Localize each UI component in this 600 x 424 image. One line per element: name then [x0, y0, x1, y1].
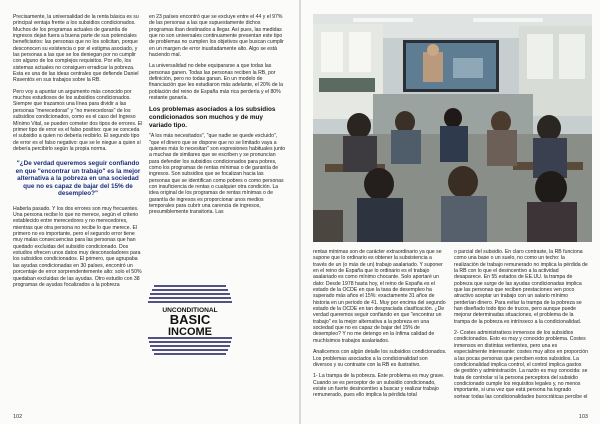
logo-line-3: INCOME — [168, 326, 212, 338]
basic-income-logo — [146, 282, 234, 360]
paragraph: o parcial del subsidio. En claro contraste, la RB funciona como una base o un suelo, no como un techo: la realización de trabajo remunerado no implica la pérdida de la RB con lo que el desincentivo a la actividad desaparece. En 55 estados de EE.UU. la trampa de pobreza que surge de las ayudas condicionadas implica que las personas que reciben prestaciones ven poco atractivo aceptar un trabajo con un salario mínimo perderían dinero. Para evitar la trampa de la pobreza se han diseñado todo tipo de trucos, pero aunque puede mejorar determinadas situaciones, el problema de la trampa de la pobreza es intrínseco a la condicionalidad. — [454, 249, 588, 325]
left-column-2 — [149, 14, 286, 221]
left-column-1 — [13, 14, 143, 293]
paragraph: Analicemos con algún detalle los subsidios condicionados. Los problemas asociados a la condicionalidad son diversos y su contraste con la RB es ilustrativo. — [313, 349, 447, 368]
page-number-right: 103 — [578, 414, 588, 420]
paragraph: en 23 países encontró que se excluye entre el 44 y el 97% de las personas a las que supuestamente dichos programas iban destinados a llegar. Así pues, las medidas que no son universales continuamente presentan este tipo de problemas no cumplen los objetivos que buscan cumplir en un margen de error inusitadamente alto. Algo se está haciendo mal. — [149, 14, 284, 59]
paragraph: 2- Costes administrativos inmensos de los subsidios condicionados. Esto es muy y conocido problema. Costes inmensos en distintas vertientes, pero una es especialmente interesante: costes muy altos en proporción a las pocas personas que perciben estos subsidios. La condicionalidad implica control, el control implica gastos de gestión y administración. La razón es muy conocida: se trata de controlar si la persona perceptora del subsidio condicionado cumple los requisitos legales y, no menos importante, si una vez que está persona ha logrado sortear todas las condicionalidades burocráticas percibe el — [454, 330, 589, 400]
right-column-2 — [454, 249, 588, 405]
logo-line-2: BASIC — [169, 312, 211, 327]
paragraph: La universalidad no debe equipararse a que todas las personas ganen. Todas las personas reciben la RB, por definición, pero no todas ganan. En un modelo de financiación que les estudiaron más adelante, el 20% de la población del reino de España más rica perdería y el 80% restante ganaría. — [149, 63, 284, 102]
logo-line-1: UNCONDITIONAL — [162, 307, 218, 314]
classroom-photo — [313, 14, 592, 242]
section-heading: Los problemas asociados a los subsidios condicionados son muchos y de muy variado tipo. — [149, 106, 276, 129]
paragraph: Haberla pasado. Y los dos errores son muy frecuentes. Una persona recibe lo que no merece, según el criterio establecido entre merecedores y no merecedores, mientras que otra persona no recibe lo que merece. El primero no es importante, pero el segundo error tiene muy malas consecuencias para las personas que han quedado excluidas del subsidio condicionado. Dos estudios ofrecen unos datos muy desconsoladores para los subsidios condicionados. El primero, que agrupaba las ayudas condicionadas en 30 países, encontró un porcentaje de error sorprendentemente alto: solo el 50% quedaban excluidas de las ayudas. Otro estudio con 38 programas de ayudas focalizados a la pobreza — [13, 205, 142, 288]
pull-quote: "¿De verdad queremos seguir confiando en que "encontrar un trabajo" es la mejor alternativa a la pobreza en una sociedad que no es capaz de bajar del 15% de desempleo?" — [15, 160, 141, 198]
right-page — [301, 0, 600, 424]
right-column-1 — [313, 249, 447, 404]
paragraph: "A los más necesitados", "que nadie se quede excluido", "que el dinero que se dispone que no se limitado vaya a quienes más lo necesitan" son expresiones habituales junto a muchas de similares que se escriben y se pronuncian para defender los subsidios condicionados para pobres, como los programas de rentas mínimas o de garantía de ingresos. Son subsidios que se focalizan hacia las personas que se identifican como pobres o como personas con insuficiencia de rentas o cualquier otra condición. La idea original de los programas de rentas mínimas o de garantía de ingresos es proporcionar unos medios temporales para cubrir una carencia de ingresos, presumiblemente transitoria. Las — [149, 133, 286, 216]
paragraph: Precisamente, la universalidad de la renta básica es su principal ventaja frente a los subsidios condicionados. Muchos de los programas actuales de garantía de ingresos dejan fuera a buena parte de sus potenciales beneficiarios: las personas que no los solicitan, porque desconocen su existencia o por el estigma asociado, y las personas a las que se los deniegan por no cumplir con alguno de los complejos requisitos. Por ello, los sistemas actuales no consiguen erradicar la pobreza. Esta es una de las ideas centrales que defiende Daniel Raventós en sus trabajos sobre la RB. — [13, 14, 139, 84]
paragraph: 1- La trampa de la pobreza. Este problema es muy grave. Cuando se es perceptor de un subsidio condicionado, existe un fuerte desincentivo a buscar y realizar trabajo remunerado, pues ello implica la pérdida total — [313, 373, 445, 399]
page-number-left: 102 — [13, 414, 23, 420]
left-page — [0, 0, 299, 424]
paragraph: rentas mínimas son de carácter extraordinario ya que se supone que lo ordinario es obtener la subsistencia a través de un (o más de un) trabajo asalariado. Y suponer en el reino de España que lo ordinario es el trabajo asalariado es como mínimo chocante. Solo aportaré un dato: Desde 1978 hasta hoy, el reino de España es el estado de la OCDE en que la tasa de desempleo ha superado más años el 15%: exactamente 31 años de historia en un periodo de 41. Muy por encima del segundo estado de la OCDE en tan desgraciada clasificación. ¿De verdad queremos seguir confiando en que "encontrar un trabajo" es la mejor alternativa a la pobreza en una sociedad que no es capaz de bajar del 15% de desempleo? Y no me detengo en la ínfima calidad de muchísimos trabajos asalariados. — [313, 249, 446, 344]
paragraph: Pero voy a apuntar un argumento más conocido por muchos estudiosos de los subsidios condicionados. Siempre que trazamos una línea para dividir a las personas "merecedoras" y "no merecedoras" de los subsidios condicionados, como es el caso del Ingreso Mínimo Vital, se pueden cometer dos tipos de errores. El primer tipo de error es el falso positivo: que se conceda el subsidio a quien no debería recibirlo. El segundo tipo de error es el falso negativo: que se le niegue a quien sí debería percibirlo según la propia norma. — [13, 88, 143, 152]
